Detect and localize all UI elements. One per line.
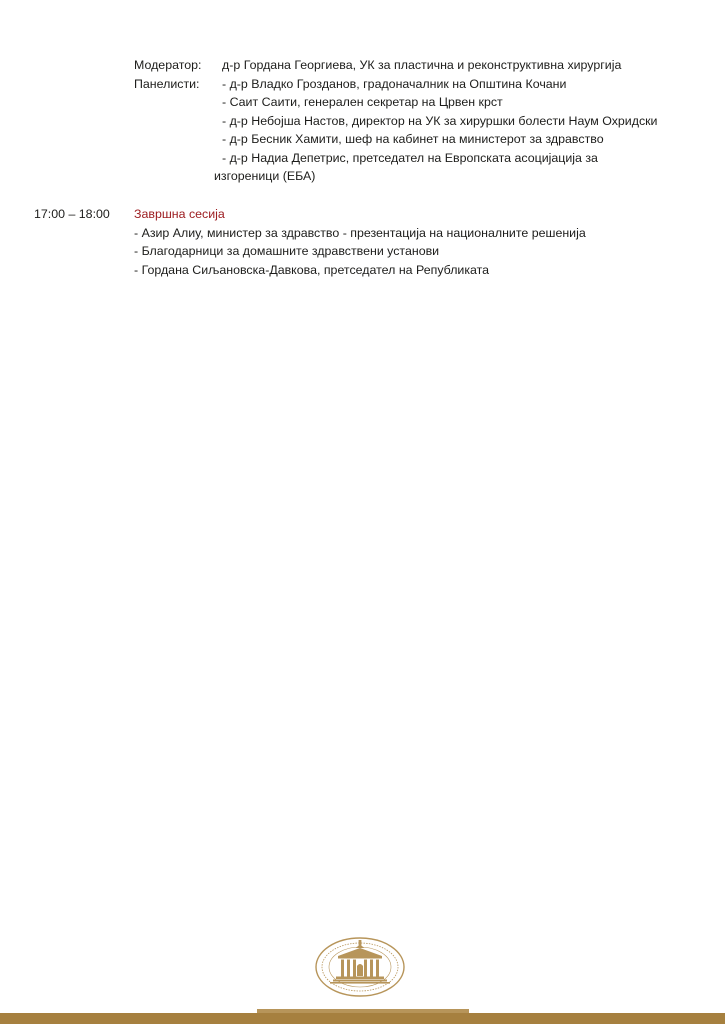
panelist-item: - д-р Небојша Настов, директор на УК за хируршки болести Наум Охридски [222,113,658,128]
session-title: Завршна сесија [134,207,225,221]
closing-session [134,205,586,279]
session-item: - Гордана Сиљановска-Давкова, претседател на Републиката [134,262,490,277]
panelist-item: - Саит Саити, генерален секретар на Црвен крст [222,95,503,109]
panelist-item: - д-р Бесник Хамити, шеф на кабинет на министерот за здравство [222,132,604,146]
panelists-list [214,75,658,186]
session-item: - Благодарници за домашните здравствени установи [134,244,440,258]
session-item: - Азир Алиу, министер за здравство - презентација на националните решенија [134,225,586,240]
panelists-label: Панелисти: [134,76,200,91]
moderator-row [134,56,657,75]
session-time: 17:00 – 18:00 [34,207,110,221]
government-building-seal-icon [314,936,406,998]
moderator-label: Модератор: [134,58,202,72]
footer-bar [0,1013,725,1024]
panelist-item: - д-р Надиа Депетрис, претседател на Европската асоцијација за [222,150,598,165]
panelist-item-continuation: изгореници (ЕБА) [214,169,316,183]
panelists-row [134,75,657,186]
panel-section [134,56,657,186]
moderator-value: д-р Гордана Георгиева, УК за пластична и реконструктивна хирургија [222,58,622,72]
panelist-item: - д-р Владко Грозданов, градоначалник на Општина Кочани [222,76,567,91]
